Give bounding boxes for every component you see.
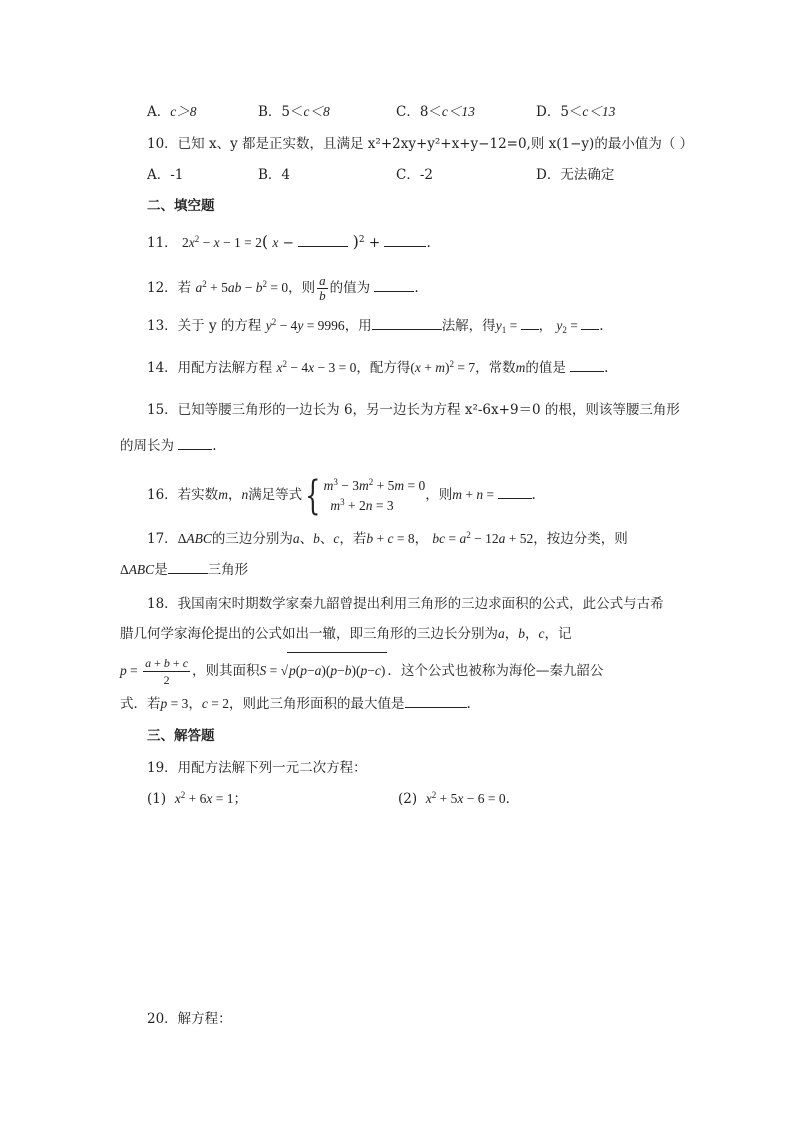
q17-line2: ΔABC是 三角形 bbox=[120, 562, 249, 578]
q9-option-c: C．8＜c＜13 bbox=[396, 104, 475, 120]
q9-option-a: A．c＞8 bbox=[147, 104, 197, 120]
q20-stem: 20．解方程： bbox=[147, 1011, 232, 1027]
q19-stem: 19．用配方法解下列一元二次方程： bbox=[147, 760, 367, 776]
q12: 12．若 $a^2 + 5ab - b^2 = 0$，则 $\frac{a}{b}$ 的值为 . bbox=[147, 273, 419, 303]
q9-option-d: D．5＜c＜13 bbox=[536, 104, 616, 120]
q13: 13．关于 y 的方程 $y^2 - 4y = 9996$，用 法解，得$y_1$ = ， $y_2$ = . bbox=[147, 317, 604, 335]
q16: 16．若实数m，n满足等式{ $m^3 - 3m^2 + 5m = 0$ $m^3 + 2n = 3$ ，则m + n = . bbox=[147, 472, 536, 519]
q18-line3: p = $\frac{a + b + c}{2}$ ，则其面积S = √p(p−a)(p−b)(p−c) ．这个公式也被称为海伦—秦九韶公 bbox=[120, 652, 603, 688]
q19-part1: (1) $x^2 + 6x = 1$； bbox=[147, 790, 247, 807]
q10-option-c: C．-2 bbox=[396, 167, 433, 183]
q18-line1: 18．我国南宋时期数学家秦九韶曾提出利用三角形的三边求面积的公式，此公式与古希 bbox=[147, 596, 664, 612]
q15-line1: 15．已知等腰三角形的一边长为 6，另一边长为方程 x²-6x+9＝0 的根，则该等腰三角形 bbox=[147, 402, 680, 418]
q18-line4: 式．若p = 3，c = 2，则此三角形面积的最大值是 . bbox=[120, 696, 471, 712]
q10-option-d: D．无法确定 bbox=[536, 167, 615, 183]
q11: 11． $2x^2 - x - 1 = 2$( x − )$^2$ + . bbox=[147, 232, 431, 251]
q17-line1: 17．ΔABC的三边分别为a、b、c，若b + c = 8， bc = $a^2 - 12a + 52$，按边分类，则 bbox=[147, 530, 628, 547]
q10-stem: 10．已知 x、y 都是正实数，且满足 x²+2xy+y²+x+y−12=0,则 x(1−y)的最小值为（ ） bbox=[147, 136, 694, 152]
q10-option-b: B．4 bbox=[258, 167, 291, 183]
section-heading-fill-in: 二、填空题 bbox=[147, 198, 215, 214]
q19-part2: (2) $x^2 + 5x - 6 = 0$． bbox=[398, 790, 520, 807]
section-heading-answer: 三、解答题 bbox=[147, 728, 215, 744]
q9-option-b: B．5＜c＜8 bbox=[258, 104, 330, 120]
q14: 14．用配方法解方程 $x^2 - 4x - 3 = 0$，配方得$(x + m)^2 = 7$，常数m的值是 . bbox=[147, 359, 609, 376]
q18-line2: 腊几何学家海伦提出的公式如出一辙，即三角形的三边长分别为a，b，c，记 bbox=[120, 626, 572, 642]
q10-option-a: A．-1 bbox=[147, 167, 184, 183]
q15-line2: 的周长为 . bbox=[120, 438, 217, 454]
